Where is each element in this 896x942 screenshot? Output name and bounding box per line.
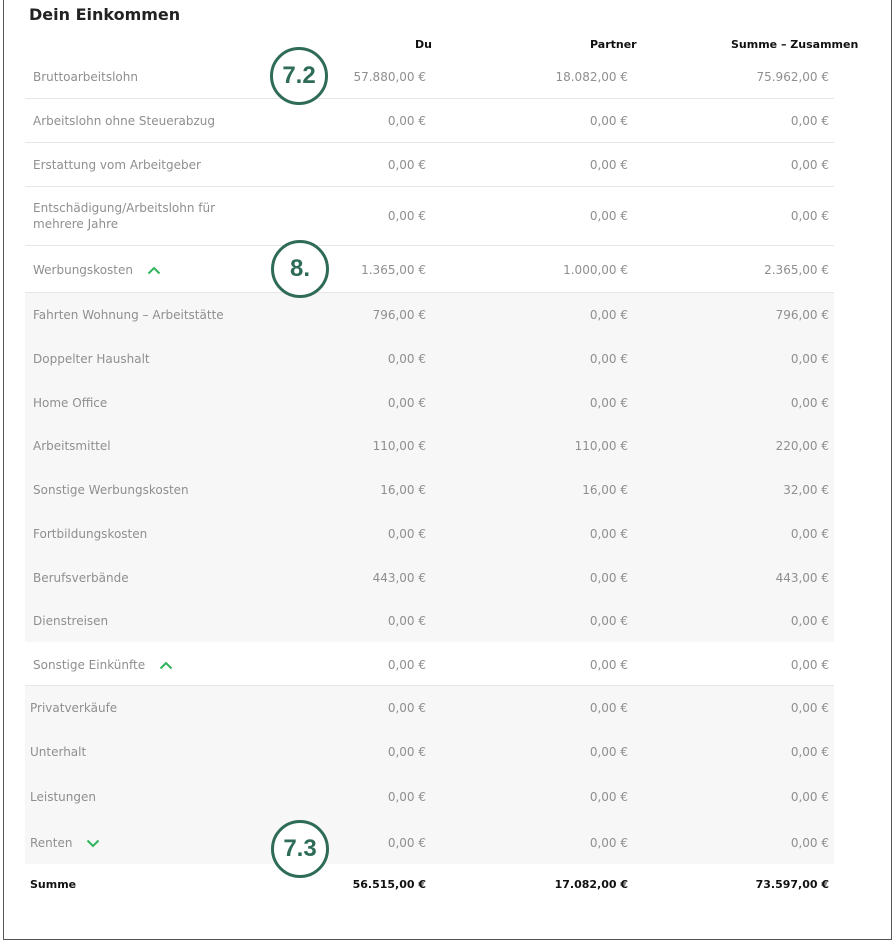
chevron-up-icon[interactable]	[159, 661, 173, 670]
table-row	[25, 293, 834, 337]
value-partner: 0,00 €	[589, 527, 628, 541]
value-sum: 0,00 €	[790, 658, 829, 672]
column-header-partner: Partner	[590, 38, 637, 51]
renten-row[interactable]	[25, 820, 834, 864]
row-label: Bruttoarbeitslohn	[33, 70, 138, 84]
row-label-text: Sonstige Einkünfte	[33, 658, 146, 672]
row-label: Home Office	[33, 396, 108, 410]
table-row	[25, 600, 834, 642]
row-label: Doppelter Haushalt	[33, 352, 150, 366]
value-partner: 0,00 €	[589, 209, 628, 223]
annotation-badge-7-3: 7.3	[271, 820, 329, 878]
value-du: 0,00 €	[387, 701, 426, 715]
column-header-du: Du	[415, 38, 432, 51]
table-row	[25, 381, 834, 425]
chevron-up-icon[interactable]	[147, 266, 161, 275]
row-label: Entschädigung/Arbeitslohn für	[33, 201, 216, 215]
value-sum: 0,00 €	[790, 527, 829, 541]
value-partner: 0,00 €	[589, 396, 628, 410]
value-partner: 0,00 €	[589, 790, 628, 804]
table-row	[25, 686, 834, 730]
value-partner: 0,00 €	[589, 158, 628, 172]
value-sum: 0,00 €	[790, 614, 829, 628]
row-label-text: Renten	[30, 836, 73, 850]
sonstige-einkuenfte-row[interactable]	[25, 642, 834, 686]
table-row	[25, 337, 834, 381]
table-row	[25, 774, 834, 820]
value-du: 0,00 €	[387, 614, 426, 628]
total-partner: 17.082,00 €	[554, 878, 628, 891]
value-sum: 0,00 €	[790, 745, 829, 759]
table-row	[25, 99, 834, 143]
row-label: Leistungen	[30, 790, 96, 804]
value-partner: 1.000,00 €	[563, 263, 628, 277]
value-sum: 0,00 €	[790, 209, 829, 223]
value-sum: 0,00 €	[790, 352, 829, 366]
value-du: 0,00 €	[387, 114, 426, 128]
table-row	[25, 143, 834, 187]
value-partner: 0,00 €	[589, 114, 628, 128]
value-du: 0,00 €	[387, 527, 426, 541]
value-du: 16,00 €	[380, 483, 426, 497]
value-sum: 0,00 €	[790, 701, 829, 715]
value-sum: 0,00 €	[790, 836, 829, 850]
value-partner: 0,00 €	[589, 352, 628, 366]
annotation-badge-7-2: 7.2	[270, 47, 328, 105]
value-du: 0,00 €	[387, 836, 426, 850]
row-label: Fahrten Wohnung – Arbeitstätte	[33, 308, 224, 322]
table-row	[25, 468, 834, 512]
werbungskosten-row[interactable]	[25, 246, 834, 293]
value-sum: 796,00 €	[775, 308, 829, 322]
table-row	[25, 556, 834, 600]
row-label: Arbeitslohn ohne Steuerabzug	[33, 114, 216, 128]
row-label: Erstattung vom Arbeitgeber	[33, 158, 201, 172]
value-partner: 0,00 €	[589, 308, 628, 322]
table-header	[0, 38, 896, 58]
value-partner: 0,00 €	[589, 614, 628, 628]
total-sum: 73.597,00 €	[755, 878, 829, 891]
value-partner: 16,00 €	[582, 483, 628, 497]
table-row	[25, 512, 834, 556]
chevron-down-icon[interactable]	[86, 839, 100, 848]
value-sum: 220,00 €	[775, 439, 829, 453]
value-partner: 0,00 €	[589, 836, 628, 850]
row-label: Fortbildungskosten	[33, 527, 148, 541]
value-sum: 0,00 €	[790, 114, 829, 128]
row-label	[30, 835, 100, 851]
value-partner: 0,00 €	[589, 571, 628, 585]
value-partner: 0,00 €	[589, 701, 628, 715]
value-du: 0,00 €	[387, 790, 426, 804]
value-sum: 2.365,00 €	[764, 263, 829, 277]
row-label-text: Werbungskosten	[33, 263, 133, 277]
row-label: Privatverkäufe	[30, 701, 118, 715]
total-row	[25, 864, 834, 904]
row-label: Unterhalt	[30, 745, 87, 759]
value-sum: 0,00 €	[790, 790, 829, 804]
table-row	[25, 425, 834, 468]
row-label: Sonstige Werbungskosten	[33, 483, 189, 497]
table-row	[25, 187, 834, 246]
value-du: 0,00 €	[387, 396, 426, 410]
row-label: Arbeitsmittel	[33, 439, 111, 453]
value-du: 0,00 €	[387, 658, 426, 672]
value-partner: 0,00 €	[589, 745, 628, 759]
value-sum: 32,00 €	[783, 483, 829, 497]
row-label: Berufsverbände	[33, 571, 129, 585]
value-du: 0,00 €	[387, 352, 426, 366]
total-label: Summe	[30, 878, 77, 891]
value-du: 0,00 €	[387, 745, 426, 759]
total-du: 56.515,00 €	[352, 878, 426, 891]
value-sum: 443,00 €	[775, 571, 829, 585]
value-du: 0,00 €	[387, 158, 426, 172]
value-sum: 75.962,00 €	[756, 70, 829, 84]
value-du: 110,00 €	[372, 439, 426, 453]
value-du: 796,00 €	[372, 308, 426, 322]
row-label: Dienstreisen	[33, 614, 109, 628]
value-partner: 18.082,00 €	[555, 70, 628, 84]
value-du: 0,00 €	[387, 209, 426, 223]
table-row	[25, 56, 834, 99]
value-partner: 0,00 €	[589, 658, 628, 672]
value-sum: 0,00 €	[790, 396, 829, 410]
row-label	[33, 657, 173, 673]
value-du: 1.365,00 €	[361, 263, 426, 277]
annotation-badge-8: 8.	[271, 240, 329, 298]
page-title: Dein Einkommen	[29, 5, 181, 24]
column-header-sum: Summe – Zusammen	[731, 38, 859, 51]
value-sum: 0,00 €	[790, 158, 829, 172]
value-partner: 110,00 €	[574, 439, 628, 453]
value-du: 57.880,00 €	[353, 70, 426, 84]
row-label	[33, 262, 161, 278]
table-row	[25, 730, 834, 774]
row-label-continued: mehrere Jahre	[33, 217, 119, 231]
value-du: 443,00 €	[372, 571, 426, 585]
